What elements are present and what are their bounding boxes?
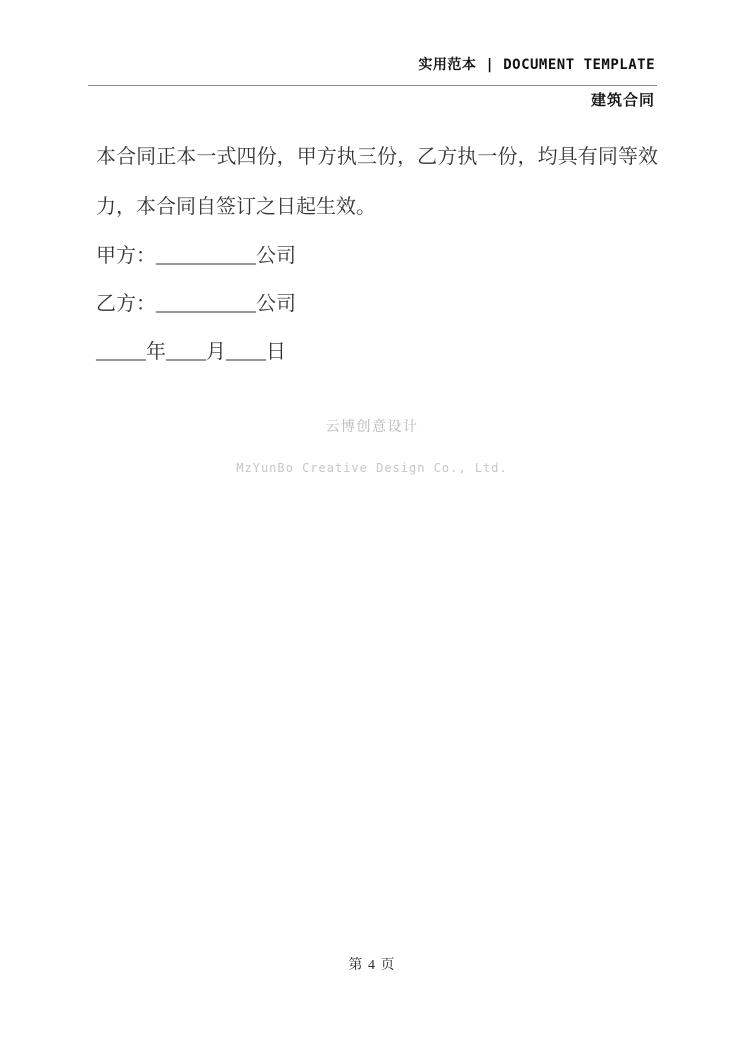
watermark-english-text: MzYunBo Creative Design Co., Ltd. [236, 461, 508, 475]
header-divider [88, 85, 657, 86]
page-number-label: 第 4 页 [348, 958, 396, 973]
party-b-signature-line: 乙方：__________公司 [96, 293, 296, 315]
party-a-signature-line: 甲方：__________公司 [96, 245, 296, 267]
document-title: 建筑合同 [590, 93, 655, 109]
watermark-chinese-text: 云博创意设计 [325, 420, 419, 435]
page-footer [0, 956, 744, 976]
contract-body [96, 132, 658, 376]
header-brand-text: 实用范本 | DOCUMENT TEMPLATE [418, 57, 655, 73]
watermark [0, 418, 744, 476]
effectiveness-clause: 本合同正本一式四份，甲方执三份，乙方执一份，均具有同等效力，本合同自签订之日起生效。 [96, 146, 658, 218]
date-signature-line: _____年____月____日 [96, 341, 286, 363]
